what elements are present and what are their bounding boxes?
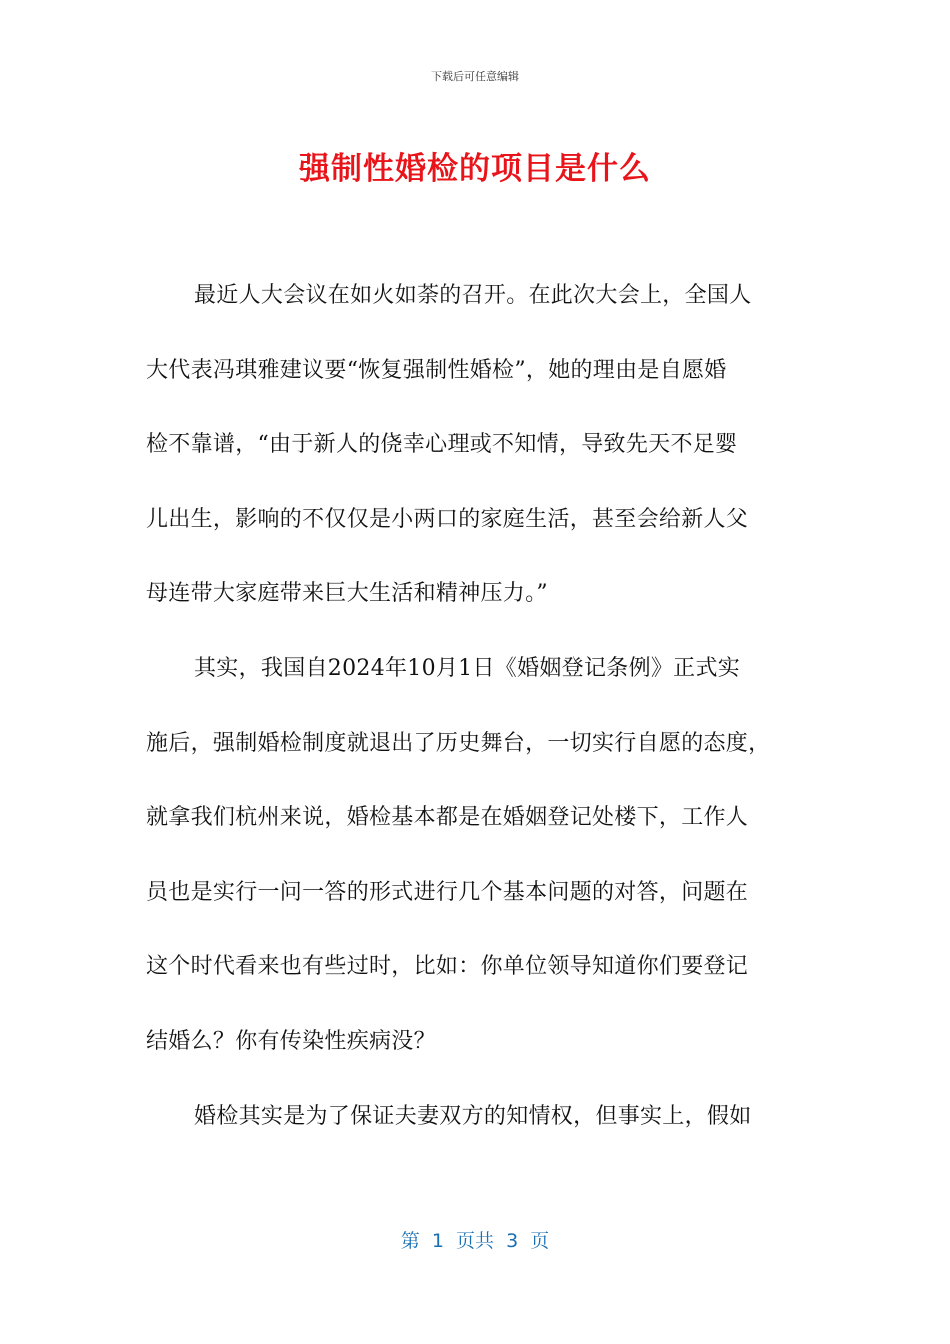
- paragraph-2-line-3: 就拿我们杭州来说，婚检基本都是在婚姻登记处楼下，工作人: [146, 805, 749, 831]
- paragraph-3-line-1: 婚检其实是为了保证夫妻双方的知情权，但事实上，假如: [194, 1103, 752, 1129]
- page-number-footer: 第 1 页共 3 页: [400, 1230, 550, 1252]
- paragraph-1-line-1: 最近人大会议在如火如荼的召开。在此次大会上，全国人: [194, 283, 752, 308]
- header-note: 下载后可任意编辑: [431, 70, 519, 83]
- paragraph-2-line-2: 施后，强制婚检制度就退出了历史舞台，一切实行自愿的态度，: [146, 730, 771, 756]
- paragraph-2-line-5: 这个时代看来也有些过时，比如：你单位领导知道你们要登记: [146, 954, 749, 980]
- paragraph-2-line-1: 其实，我国自2024年10月1日《婚姻登记条例》正式实: [194, 655, 741, 681]
- paragraph-1-line-3: 检不靠谱，“由于新人的侥幸心理或不知情，导致先天不足婴: [146, 432, 738, 458]
- paragraph-1-line-2: 大代表冯琪雅建议要“恢复强制性婚检”，她的理由是自愿婚: [146, 357, 727, 383]
- paragraph-1-line-5: 母连带大家庭带来巨大生活和精神压力。”: [146, 581, 548, 607]
- paragraph-1-line-4: 儿出生，影响的不仅仅是小两口的家庭生活，甚至会给新人父: [146, 506, 749, 532]
- document-body: [146, 276, 800, 1171]
- document-title: 强制性婚检的项目是什么: [299, 151, 651, 187]
- paragraph-2-line-6: 结婚么？你有传染性疾病没？: [146, 1028, 436, 1054]
- paragraph-2-line-4: 员也是实行一问一答的形式进行几个基本问题的对答，问题在: [146, 879, 749, 905]
